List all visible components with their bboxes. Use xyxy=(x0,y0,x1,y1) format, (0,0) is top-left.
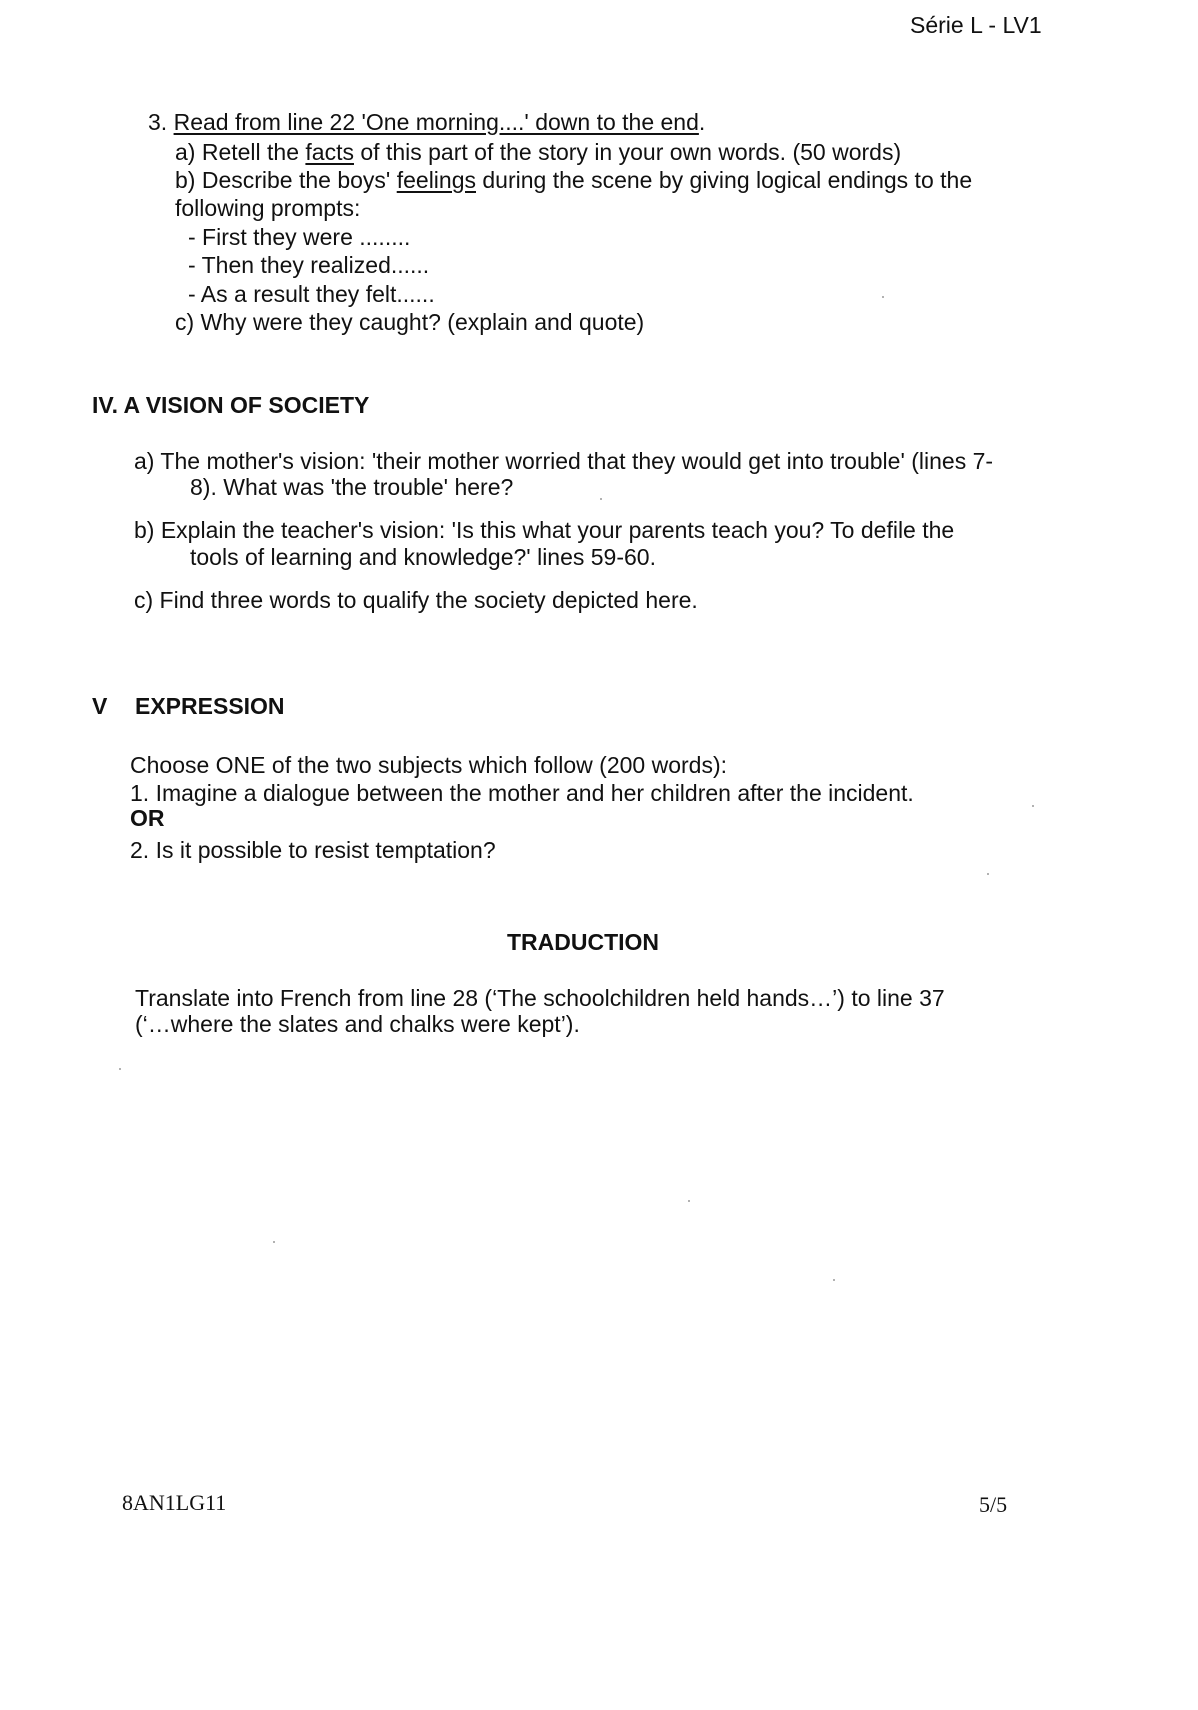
question-3b-keyword: feelings xyxy=(396,167,476,193)
scan-speck xyxy=(273,1241,275,1243)
question-3-heading xyxy=(148,107,705,137)
question-3c: c) Why were they caught? (explain and quote) xyxy=(175,309,645,335)
traduction-line2: (‘…where the slates and chalks were kept’). xyxy=(135,1011,580,1037)
question-3b-line2: following prompts: xyxy=(175,195,361,221)
section-5-number: V xyxy=(92,693,108,719)
expression-subject-2: 2. Is it possible to resist temptation? xyxy=(130,837,496,863)
section-5-title: EXPRESSION xyxy=(135,693,285,719)
traduction-title: TRADUCTION xyxy=(507,929,660,955)
question-3b-pre: b) Describe the boys' xyxy=(175,167,397,193)
question-3-instruction-end: . xyxy=(698,109,706,135)
scan-speck xyxy=(688,1200,690,1202)
scan-speck xyxy=(833,1279,835,1281)
scan-speck xyxy=(882,296,884,298)
question-3-number: 3. xyxy=(148,109,168,135)
section-4b-line2: tools of learning and knowledge?' lines 59-60. xyxy=(190,544,656,570)
question-3-instruction: Read from line 22 'One morning....' down to the end xyxy=(173,109,699,135)
prompt-item: - Then they realized...... xyxy=(188,252,430,278)
expression-or: OR xyxy=(130,805,165,831)
question-3a-pre: a) Retell the xyxy=(175,139,306,165)
question-3b-post: during the scene by giving logical endings to the xyxy=(476,167,973,193)
page-number: 5/5 xyxy=(979,1492,1008,1517)
question-3a-post: of this part of the story in your own words. (50 words) xyxy=(353,139,902,165)
section-4c: c) Find three words to qualify the society depicted here. xyxy=(134,587,698,613)
prompt-item: - First they were ........ xyxy=(188,224,411,250)
question-3b xyxy=(175,165,972,195)
scan-speck xyxy=(119,1068,121,1070)
scan-speck xyxy=(987,873,989,875)
scan-speck xyxy=(600,498,602,500)
section-4a-line1: a) The mother's vision: 'their mother worried that they would get into trouble' (lines 7- xyxy=(134,448,994,474)
document-code: 8AN1LG11 xyxy=(122,1490,227,1515)
question-3a xyxy=(175,137,901,167)
section-4a-line2: 8). What was 'the trouble' here? xyxy=(190,474,514,500)
series-label: Série L - LV1 xyxy=(910,12,1042,38)
question-3a-keyword: facts xyxy=(305,139,354,165)
scan-speck xyxy=(1032,805,1034,807)
section-4b-line1: b) Explain the teacher's vision: 'Is this what your parents teach you? To defile the xyxy=(134,517,955,543)
prompt-item: - As a result they felt...... xyxy=(188,281,435,307)
expression-subject-1: 1. Imagine a dialogue between the mother and her children after the incident. xyxy=(130,780,914,806)
section-4-title: IV. A VISION OF SOCIETY xyxy=(92,392,370,418)
traduction-line1: Translate into French from line 28 (‘The schoolchildren held hands…’) to line 37 xyxy=(135,985,945,1011)
expression-intro: Choose ONE of the two subjects which follow (200 words): xyxy=(130,752,727,778)
